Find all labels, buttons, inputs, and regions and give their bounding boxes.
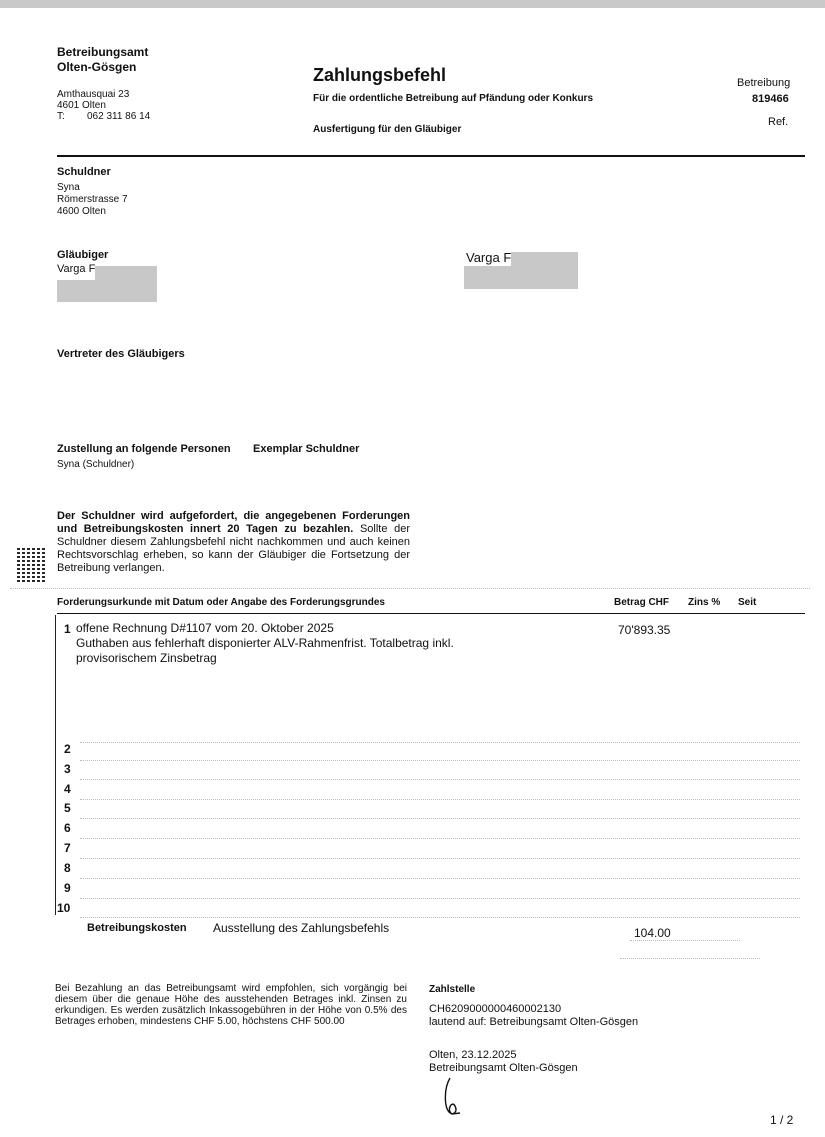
row-guide xyxy=(80,760,800,761)
row-guide xyxy=(80,799,800,800)
debtor-street: Römerstrasse 7 xyxy=(57,194,128,205)
col-interest-header: Zins % xyxy=(688,597,721,608)
betreibung-number: 819466 xyxy=(752,93,789,105)
row-number: 8 xyxy=(64,861,71,875)
row-guide xyxy=(80,742,800,743)
handwritten-signature-icon xyxy=(440,1076,470,1118)
zahlstelle-label: Zahlstelle xyxy=(429,984,476,995)
col-amount-header: Betrag CHF xyxy=(614,597,670,608)
zahlstelle-iban: CH6209000000460002130 xyxy=(429,1003,562,1015)
redaction-box xyxy=(464,266,578,289)
creditor-name-right: Varga F xyxy=(466,250,512,265)
claim-line2: Guthaben aus fehlerhaft disponierter ALV-Rahmenfrist. Totalbetrag inkl. xyxy=(76,636,454,650)
row-number: 9 xyxy=(64,881,71,895)
row-guide xyxy=(80,818,800,819)
delivery-label: Zustellung an folgende Personen xyxy=(57,443,231,455)
office-phone: 062 311 86 14 xyxy=(87,111,151,122)
col-claim-header: Forderungsurkunde mit Datum oder Angabe des Forderungsgrundes xyxy=(57,597,385,608)
office-city: 4601 Olten xyxy=(57,100,106,111)
office-address: Amthausquai 23 xyxy=(57,89,130,100)
ref-label: Ref. xyxy=(768,116,789,128)
document-subtitle: Für die ordentliche Betreibung auf Pfändung oder Konkurs xyxy=(313,93,594,104)
row-guide xyxy=(80,917,800,918)
row-number: 1 xyxy=(64,622,71,636)
page-number: 1 / 2 xyxy=(770,1113,794,1127)
table-left-border xyxy=(55,615,56,915)
claim-line3: provisorischem Zinsbetrag xyxy=(76,651,217,665)
amount-underline xyxy=(630,940,740,941)
col-since-header: Seit xyxy=(738,597,757,608)
row-guide xyxy=(620,958,760,959)
representative-label: Vertreter des Gläubigers xyxy=(57,348,185,360)
scan-top-border xyxy=(0,0,825,8)
row-guide xyxy=(80,878,800,879)
debtor-label: Schuldner xyxy=(57,166,111,178)
costs-amount: 104.00 xyxy=(634,926,671,940)
row-number: 10 xyxy=(57,901,71,915)
table-header-line xyxy=(57,613,805,614)
debtor-city: 4600 Olten xyxy=(57,206,106,217)
exemplar-label: Exemplar Schuldner xyxy=(253,443,360,455)
row-number: 6 xyxy=(64,821,71,835)
zahlstelle-lautend: lautend auf: Betreibungsamt Olten-Gösgen xyxy=(429,1016,639,1028)
notice-bold: Der Schuldner wird aufgefordert, die angegebenen Forderungen und Betreibungskosten innert 20 Tagen zu bezahlen. xyxy=(57,510,410,535)
row-number: 3 xyxy=(64,762,71,776)
signature-place-date: Olten, 23.12.2025 xyxy=(429,1049,517,1061)
copy-for: Ausfertigung für den Gläubiger xyxy=(313,124,462,135)
row-guide xyxy=(80,838,800,839)
office-phone-label: T: xyxy=(57,111,65,122)
row-guide xyxy=(80,779,800,780)
redaction-box xyxy=(511,252,578,266)
notice-paragraph xyxy=(57,510,410,575)
row-guide xyxy=(80,898,800,899)
payment-note: Bei Bezahlung an das Betreibungsamt wird empfohlen, sich vorgängig bei diesem über die genaue Höhe des ausstehenden Betrages inkl. Zinsen zu erkundigen. Es werden zusätzlich Inkassogebühren in der Höhe von 0.5% des Betrages erhoben, mindestens CHF 5.00, höchstens CHF 500.00 xyxy=(55,983,407,1027)
creditor-label: Gläubiger xyxy=(57,249,109,261)
office-name-line2: Olten-Gösgen xyxy=(57,60,137,74)
office-name-line1: Betreibungsamt xyxy=(57,45,149,59)
debtor-name: Syna xyxy=(57,182,80,193)
row-number: 4 xyxy=(64,782,71,796)
betreibung-label: Betreibung xyxy=(737,77,791,89)
fold-line xyxy=(10,588,810,589)
document-title: Zahlungsbefehl xyxy=(313,65,447,85)
notice-normal: Sollte der Schuldner diesem Zahlungsbefehl nicht nachkommen und auch keinen Rechtsvorschlag erheben, so kann der Gläubiger die Fortsetzung der Betreibung verlangen. xyxy=(57,523,410,574)
row-number: 2 xyxy=(64,742,71,756)
row-number: 5 xyxy=(64,801,71,815)
delivery-person: Syna (Schuldner) xyxy=(57,459,135,470)
header-divider xyxy=(57,155,805,157)
signature-office: Betreibungsamt Olten-Gösgen xyxy=(429,1062,578,1074)
redaction-box xyxy=(95,266,157,280)
claim-line1: offene Rechnung D#1107 vom 20. Oktober 2025 xyxy=(76,621,334,635)
costs-item: Ausstellung des Zahlungsbefehls xyxy=(213,921,390,935)
costs-label: Betreibungskosten xyxy=(87,922,187,934)
row-guide xyxy=(80,858,800,859)
creditor-name: Varga F xyxy=(57,263,96,275)
claim-amount: 70'893.35 xyxy=(618,623,671,637)
qr-code-pattern xyxy=(17,548,47,582)
row-number: 7 xyxy=(64,841,71,855)
redaction-box xyxy=(57,280,157,302)
